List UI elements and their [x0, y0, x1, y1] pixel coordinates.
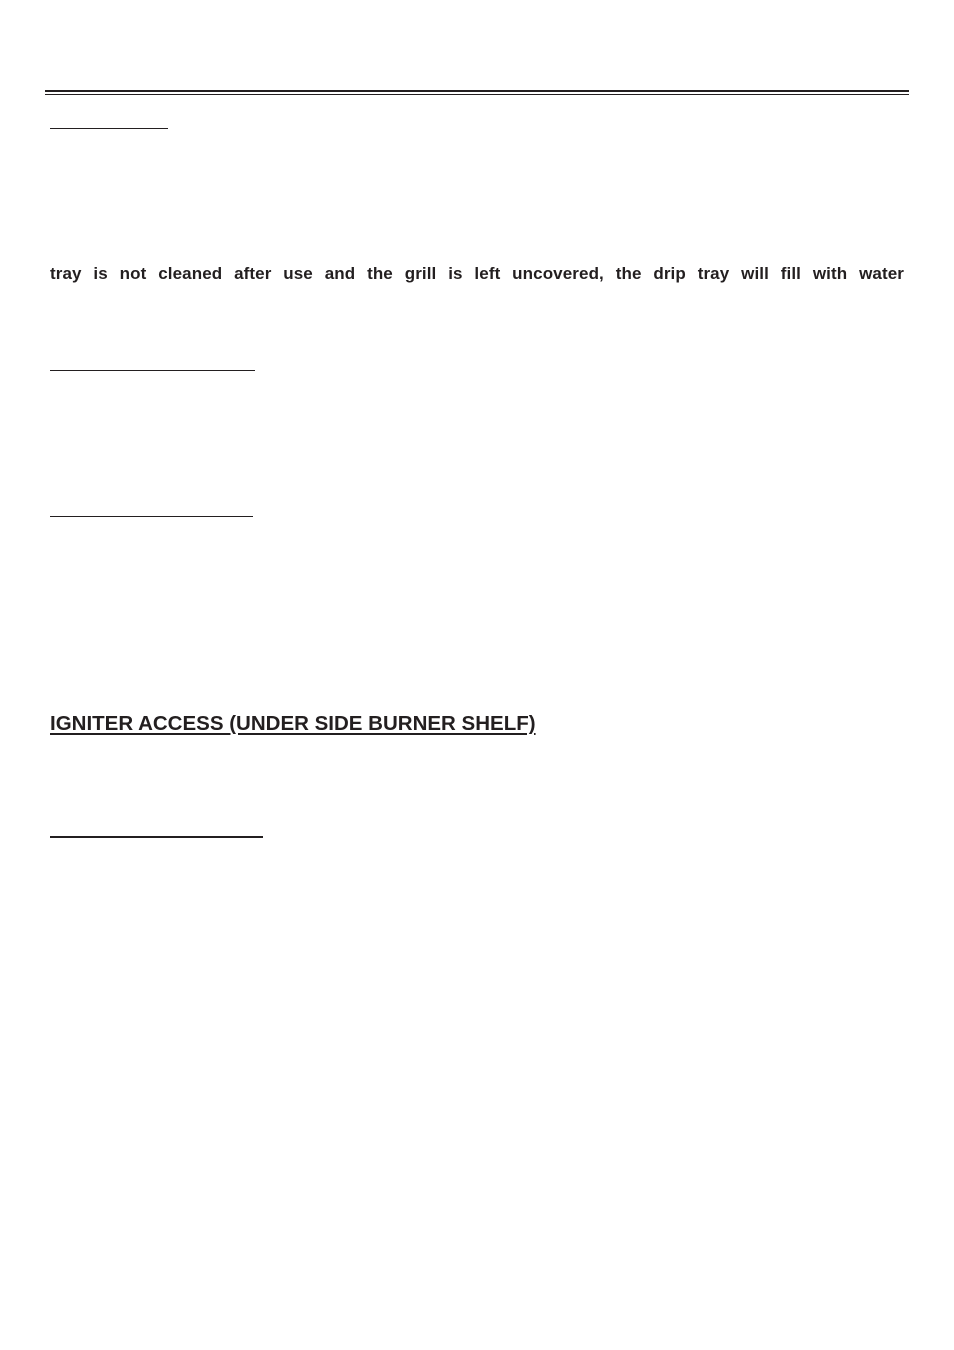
header-rule-thick: [45, 90, 909, 92]
paragraph-text-line: tray is not cleaned after use and the grill is left uncovered, the drip tray will fill with water: [50, 264, 904, 283]
heading-underline-3: [50, 516, 253, 517]
heading-underline-2: [50, 370, 255, 371]
header-rule-thin: [45, 94, 909, 95]
heading-underline-4: [50, 836, 263, 838]
heading-underline-1: [50, 128, 168, 129]
section-heading-igniter-access: IGNITER ACCESS (UNDER SIDE BURNER SHELF): [50, 712, 536, 735]
